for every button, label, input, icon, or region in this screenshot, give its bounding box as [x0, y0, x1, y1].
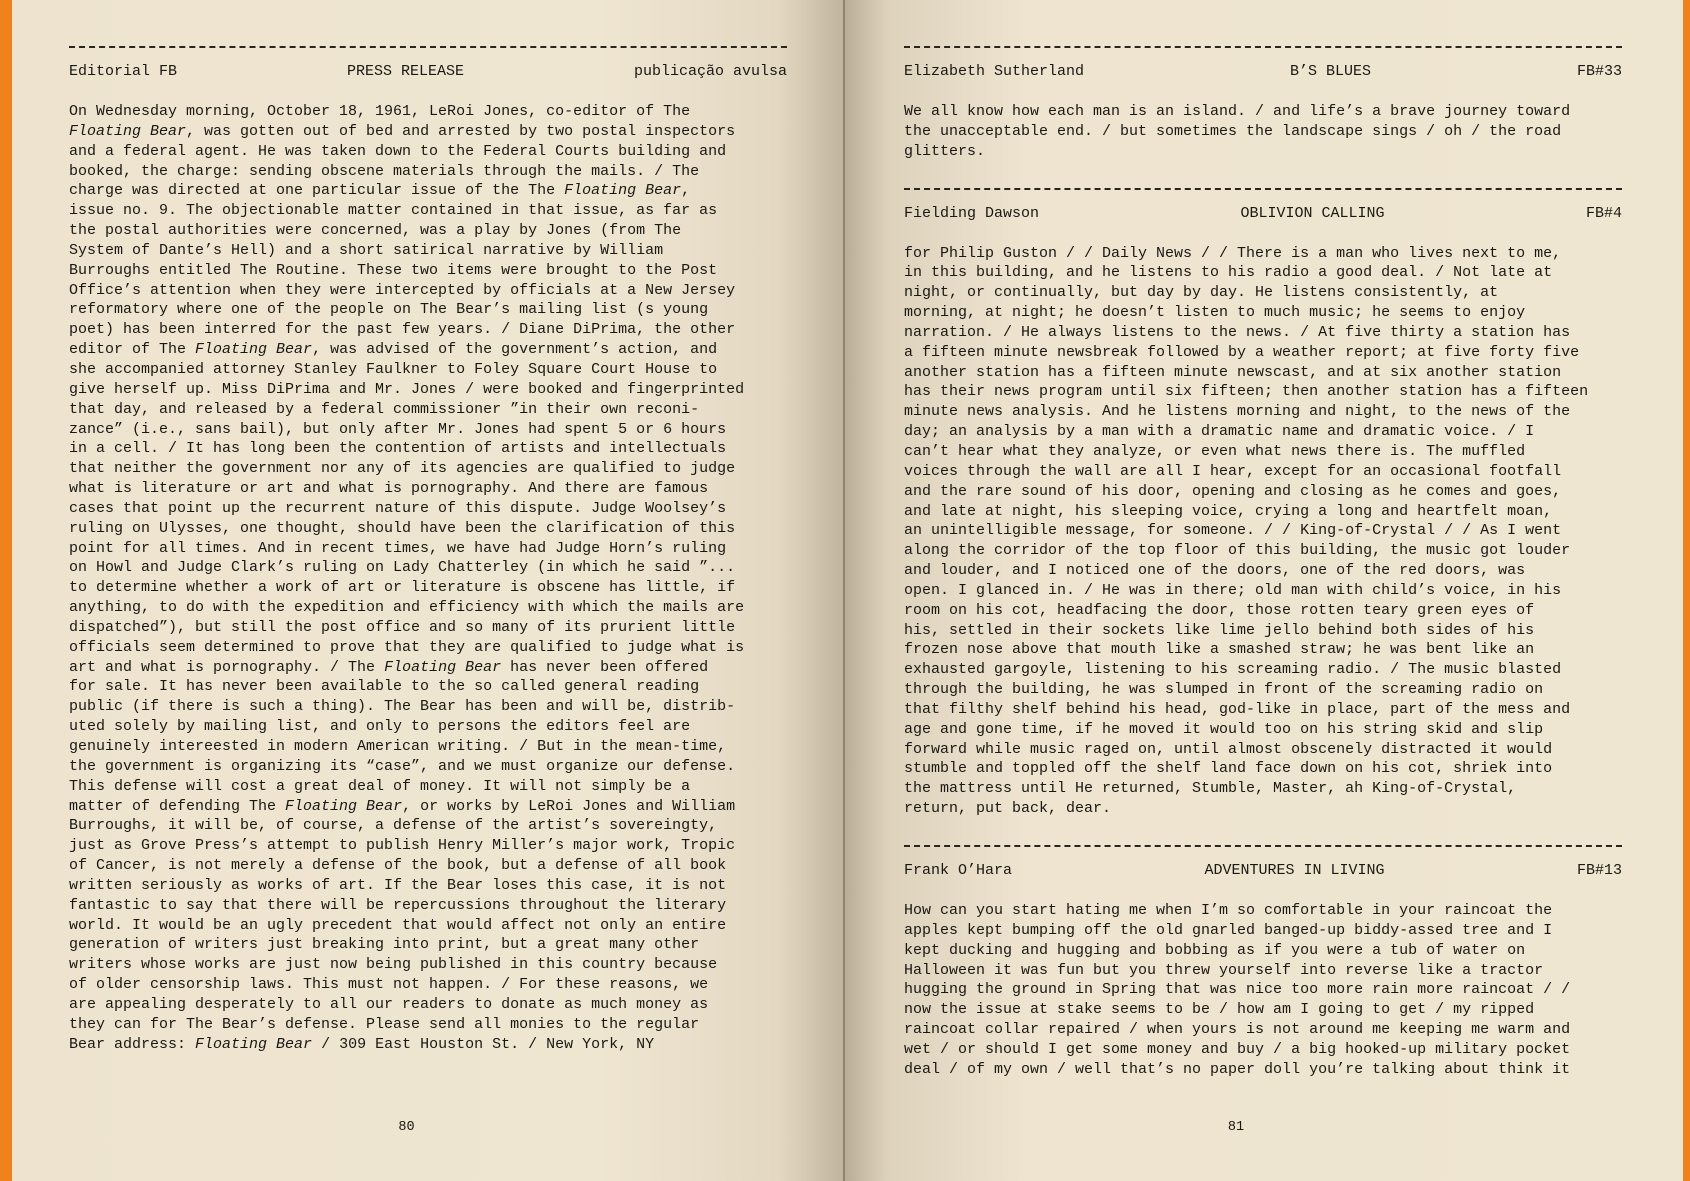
text-line: that filthy shelf behind his head, god-like in place, part of the mess and [904, 700, 1571, 718]
text-line: the unacceptable end. / but sometimes the landscape sings / oh / the road [904, 122, 1562, 140]
text-line: another station has a fifteen minute newscast, and at six another station [904, 363, 1562, 381]
text-line: officials seem determined to prove that they are qualified to judge what is [69, 638, 745, 656]
text-line: for Philip Guston / / Daily News / / There is a man who lives next to me, [904, 244, 1562, 262]
text-line: generation of writers just breaking into print, but a great many other [69, 936, 700, 954]
text-line: Bear address: Floating Bear / 309 East Houston St. / New York, NY [69, 1035, 655, 1053]
text-line: a fifteen minute newsbreak followed by a weather report; at five forty five [904, 343, 1580, 361]
text-line: poet) has been interred for the past few years. / Diane DiPrima, the other [69, 321, 736, 339]
text-line: age and gone time, if he moved it would too on his string skid and slip [904, 720, 1544, 738]
text-line: written seriously as works of art. If the Bear loses this case, it is not [69, 876, 727, 894]
right-page [845, 0, 1683, 1181]
text-line: Floating Bear, was gotten out of bed and arrested by two postal inspectors [69, 122, 736, 140]
text-line: day; an analysis by a man with a dramatic name and dramatic voice. / I [904, 423, 1535, 441]
text-line: in this building, and he listens to his radio a good deal. / Not late at [904, 264, 1553, 282]
text-line: glitters. [904, 142, 986, 160]
dashed-rule [69, 46, 787, 48]
text-line: narration. / He always listens to the news. / At five thirty a station has [904, 323, 1571, 341]
text-line: voices through the wall are all I hear, except for an occasional footfall [904, 462, 1562, 480]
header-issue: FB#33 [1576, 63, 1622, 80]
text-line: world. It would be an ugly precedent that would affect not only an entire [69, 916, 727, 934]
section-body [904, 901, 1622, 1080]
text-line: along the corridor of the top floor of this building, the music got louder [904, 542, 1571, 560]
text-line: We all know how each man is an island. / and life’s a brave journey toward [904, 103, 1571, 120]
text-line: ruling on Ulysses, one thought, should have been the clarification of this [69, 519, 736, 537]
text-line: point for all times. And in recent times, we have had Judge Horn’s ruling [69, 539, 727, 557]
text-line: they can for The Bear’s defense. Please send all monies to the regular [69, 1015, 700, 1033]
text-line: night, or continually, but day by day. He listens consistently, at [904, 284, 1499, 302]
text-line: deal / of my own / well that’s no paper doll you’re talking about think it [904, 1060, 1571, 1078]
text-line: forward while music raged on, until almost obscenely distracted it would [904, 740, 1553, 758]
text-line: has their news program until six fifteen; then another station has a fifteen [904, 383, 1589, 401]
text-line: charge was directed at one particular issue of the The Floating Bear, [69, 182, 691, 200]
section-adventures-in-living [904, 845, 1622, 1080]
text-line: writers whose works are just now being published in this country because [69, 956, 718, 974]
text-line: issue no. 9. The objectionable matter contained in that issue, as far as [69, 202, 718, 220]
dashed-rule [904, 188, 1622, 190]
text-line: an unintelligible message, for someone. / / King-of-Crystal / / As I went [904, 522, 1562, 540]
text-line: and late at night, his sleeping voice, crying a long and heartfelt moan, [904, 502, 1553, 520]
text-line: and the rare sound of his door, opening and closing as he comes and goes, [904, 482, 1562, 500]
text-line: System of Dante’s Hell) and a short satirical narrative by William [69, 241, 664, 259]
dashed-rule [904, 845, 1622, 847]
text-line: raincoat collar repaired / when yours is not around me keeping me warm and [904, 1021, 1571, 1039]
text-line: Burroughs, it will be, of course, a defense of the artist’s sovereingty, [69, 817, 718, 835]
dashed-rule [904, 46, 1622, 48]
text-line: wet / or should I get some money and buy / a big hooked-up military pocket [904, 1040, 1571, 1058]
text-line: dispatched”), but still the post office and so many of its prurient little [69, 618, 736, 636]
text-line: booked, the charge: sending obscene materials through the mails. / The [69, 162, 700, 180]
text-line: the government is organizing its “case”, and we must organize our defense. [69, 757, 736, 775]
text-line: zance” (i.e., sans bail), but only after Mr. Jones had spent 5 or 6 hours [69, 420, 727, 438]
text-line: and louder, and I noticed one of the doors, one of the red doors, was [904, 562, 1526, 580]
text-line: apples kept bumping off the old gnarled banged-up biddy-assed tree and I [904, 921, 1553, 939]
text-line: open. I glanced in. / He was in there; old man with child’s voice, in his [904, 581, 1562, 599]
header-author: Elizabeth Sutherland [904, 63, 1085, 80]
text-line: genuinely intereested in modern American writing. / But in the mean-time, [69, 738, 727, 755]
section-body [69, 102, 787, 1055]
left-page [12, 0, 845, 1181]
text-line: morning, at night; he doesn’t listen to much music; he seems to enjoy [904, 304, 1526, 322]
text-line: Office’s attention when they were intercepted by officials at a New Jersey [69, 281, 736, 299]
text-line: On Wednesday morning, October 18, 1961, LeRoi Jones, co-editor of The [69, 103, 691, 120]
text-line: of Cancer, is not merely a defense of the book, but a defense of all book [69, 857, 727, 875]
header-issue: publicação avulsa [633, 63, 787, 80]
section-header [904, 204, 1622, 224]
text-line: art and what is pornography. / The Floating Bear has never been offered [69, 658, 709, 676]
text-line: reformatory where one of the people on The Bear’s mailing list (s young [69, 301, 709, 319]
text-line: Burroughs entitled The Routine. These two items were brought to the Post [69, 261, 718, 279]
text-line: hugging the ground in Spring that was nice too more rain more raincoat / / [904, 981, 1571, 999]
header-issue: FB#13 [1576, 862, 1622, 879]
section-oblivion-calling [904, 188, 1622, 819]
header-author: Fielding Dawson [904, 204, 1040, 222]
section-header [69, 62, 787, 82]
section-body [904, 244, 1622, 819]
header-title: OBLIVION CALLING [1240, 204, 1385, 222]
header-author: Editorial FB [69, 63, 178, 80]
text-line: kept ducking and hugging and bobbing as if you were a tub of water on [904, 941, 1526, 959]
section-bs-blues [904, 46, 1622, 162]
text-line: anything, to do with the expedition and efficiency with which the mails are [69, 599, 745, 617]
header-title: PRESS RELEASE [346, 63, 465, 80]
header-title: ADVENTURES IN LIVING [1204, 862, 1385, 879]
text-line: stumble and toppled off the shelf land face down on his cot, shriek into [904, 760, 1553, 778]
text-line: Halloween it was fun but you threw yourself into reverse like a tractor [904, 961, 1544, 979]
left-column [69, 46, 787, 1055]
right-column [904, 46, 1622, 1106]
header-issue: FB#4 [1585, 204, 1622, 222]
text-line: in a cell. / It has long been the contention of artists and intellectuals [69, 440, 727, 458]
text-line: matter of defending The Floating Bear, or works by LeRoi Jones and William [69, 797, 736, 815]
text-line: now the issue at stake seems to be / how am I going to get / my ripped [904, 1001, 1535, 1019]
text-line: public (if there is such a thing). The Bear has been and will be, distrib- [69, 698, 736, 716]
text-line: through the building, he was slumped in front of the screaming radio on [904, 681, 1544, 699]
text-line: room on his cot, headfacing the door, those rotten teary green eyes of [904, 601, 1535, 619]
header-title: B’S BLUES [1290, 63, 1372, 80]
text-line: uted solely by mailing list, and only to persons the editors feel are [69, 718, 691, 736]
text-line: This defense will cost a great deal of money. It will not simply be a [69, 777, 691, 795]
text-line: just as Grove Press’s attempt to publish Henry Miller’s major work, Tropic [69, 837, 736, 855]
text-line: frozen nose above that mouth like a smashed straw; he was bent like an [904, 641, 1535, 659]
text-line: fantastic to say that there will be repercussions throughout the literary [69, 896, 727, 914]
text-line: give herself up. Miss DiPrima and Mr. Jones / were booked and fingerprinted [69, 380, 745, 398]
text-line: she accompanied attorney Stanley Faulkner to Foley Square Court House to [69, 360, 718, 378]
page-number: 80 [398, 1120, 415, 1135]
section-body [904, 102, 1622, 162]
text-line: How can you start hating me when I’m so comfortable in your raincoat the [904, 902, 1553, 919]
header-author: Frank O’Hara [904, 862, 1013, 879]
text-line: on Howl and Judge Clark’s ruling on Lady Chatterley (in which he said ”... [69, 559, 736, 577]
text-line: the mattress until He returned, Stumble, Master, ah King-of-Crystal, [904, 780, 1517, 798]
section-header [904, 62, 1622, 82]
text-line: minute news analysis. And he listens morning and night, to the news of the [904, 403, 1571, 421]
text-line: of older censorship laws. This must not happen. / For these reasons, we [69, 976, 709, 994]
text-line: his, settled in their sockets like lime jello behind both sides of his [904, 621, 1535, 639]
text-line: what is literature or art and what is pornography. And there are famous [69, 480, 709, 498]
text-line: return, put back, dear. [904, 800, 1112, 818]
text-line: cases that point up the recurrent nature of this dispute. Judge Woolsey’s [69, 499, 727, 517]
section-header [904, 861, 1622, 881]
text-line: that neither the government nor any of its agencies are qualified to judge [69, 460, 736, 478]
text-line: for sale. It has never been available to the so called general reading [69, 678, 700, 696]
text-line: to determine whether a work of art or literature is obscene has little, if [69, 579, 736, 597]
page-number: 81 [1227, 1120, 1245, 1135]
text-line: are appealing desperately to all our readers to donate as much money as [69, 995, 709, 1013]
text-line: and a federal agent. He was taken down to the Federal Courts building and [69, 142, 727, 160]
text-line: that day, and released by a federal commissioner ”in their own reconi- [69, 400, 700, 418]
text-line: can’t hear what they analyze, or even what news there is. The muffled [904, 442, 1526, 460]
text-line: exhausted gargoyle, listening to his screaming radio. / The music blasted [904, 661, 1562, 679]
text-line: the postal authorities were concerned, was a play by Jones (from The [69, 222, 682, 240]
text-line: editor of The Floating Bear, was advised of the government’s action, and [69, 341, 718, 359]
